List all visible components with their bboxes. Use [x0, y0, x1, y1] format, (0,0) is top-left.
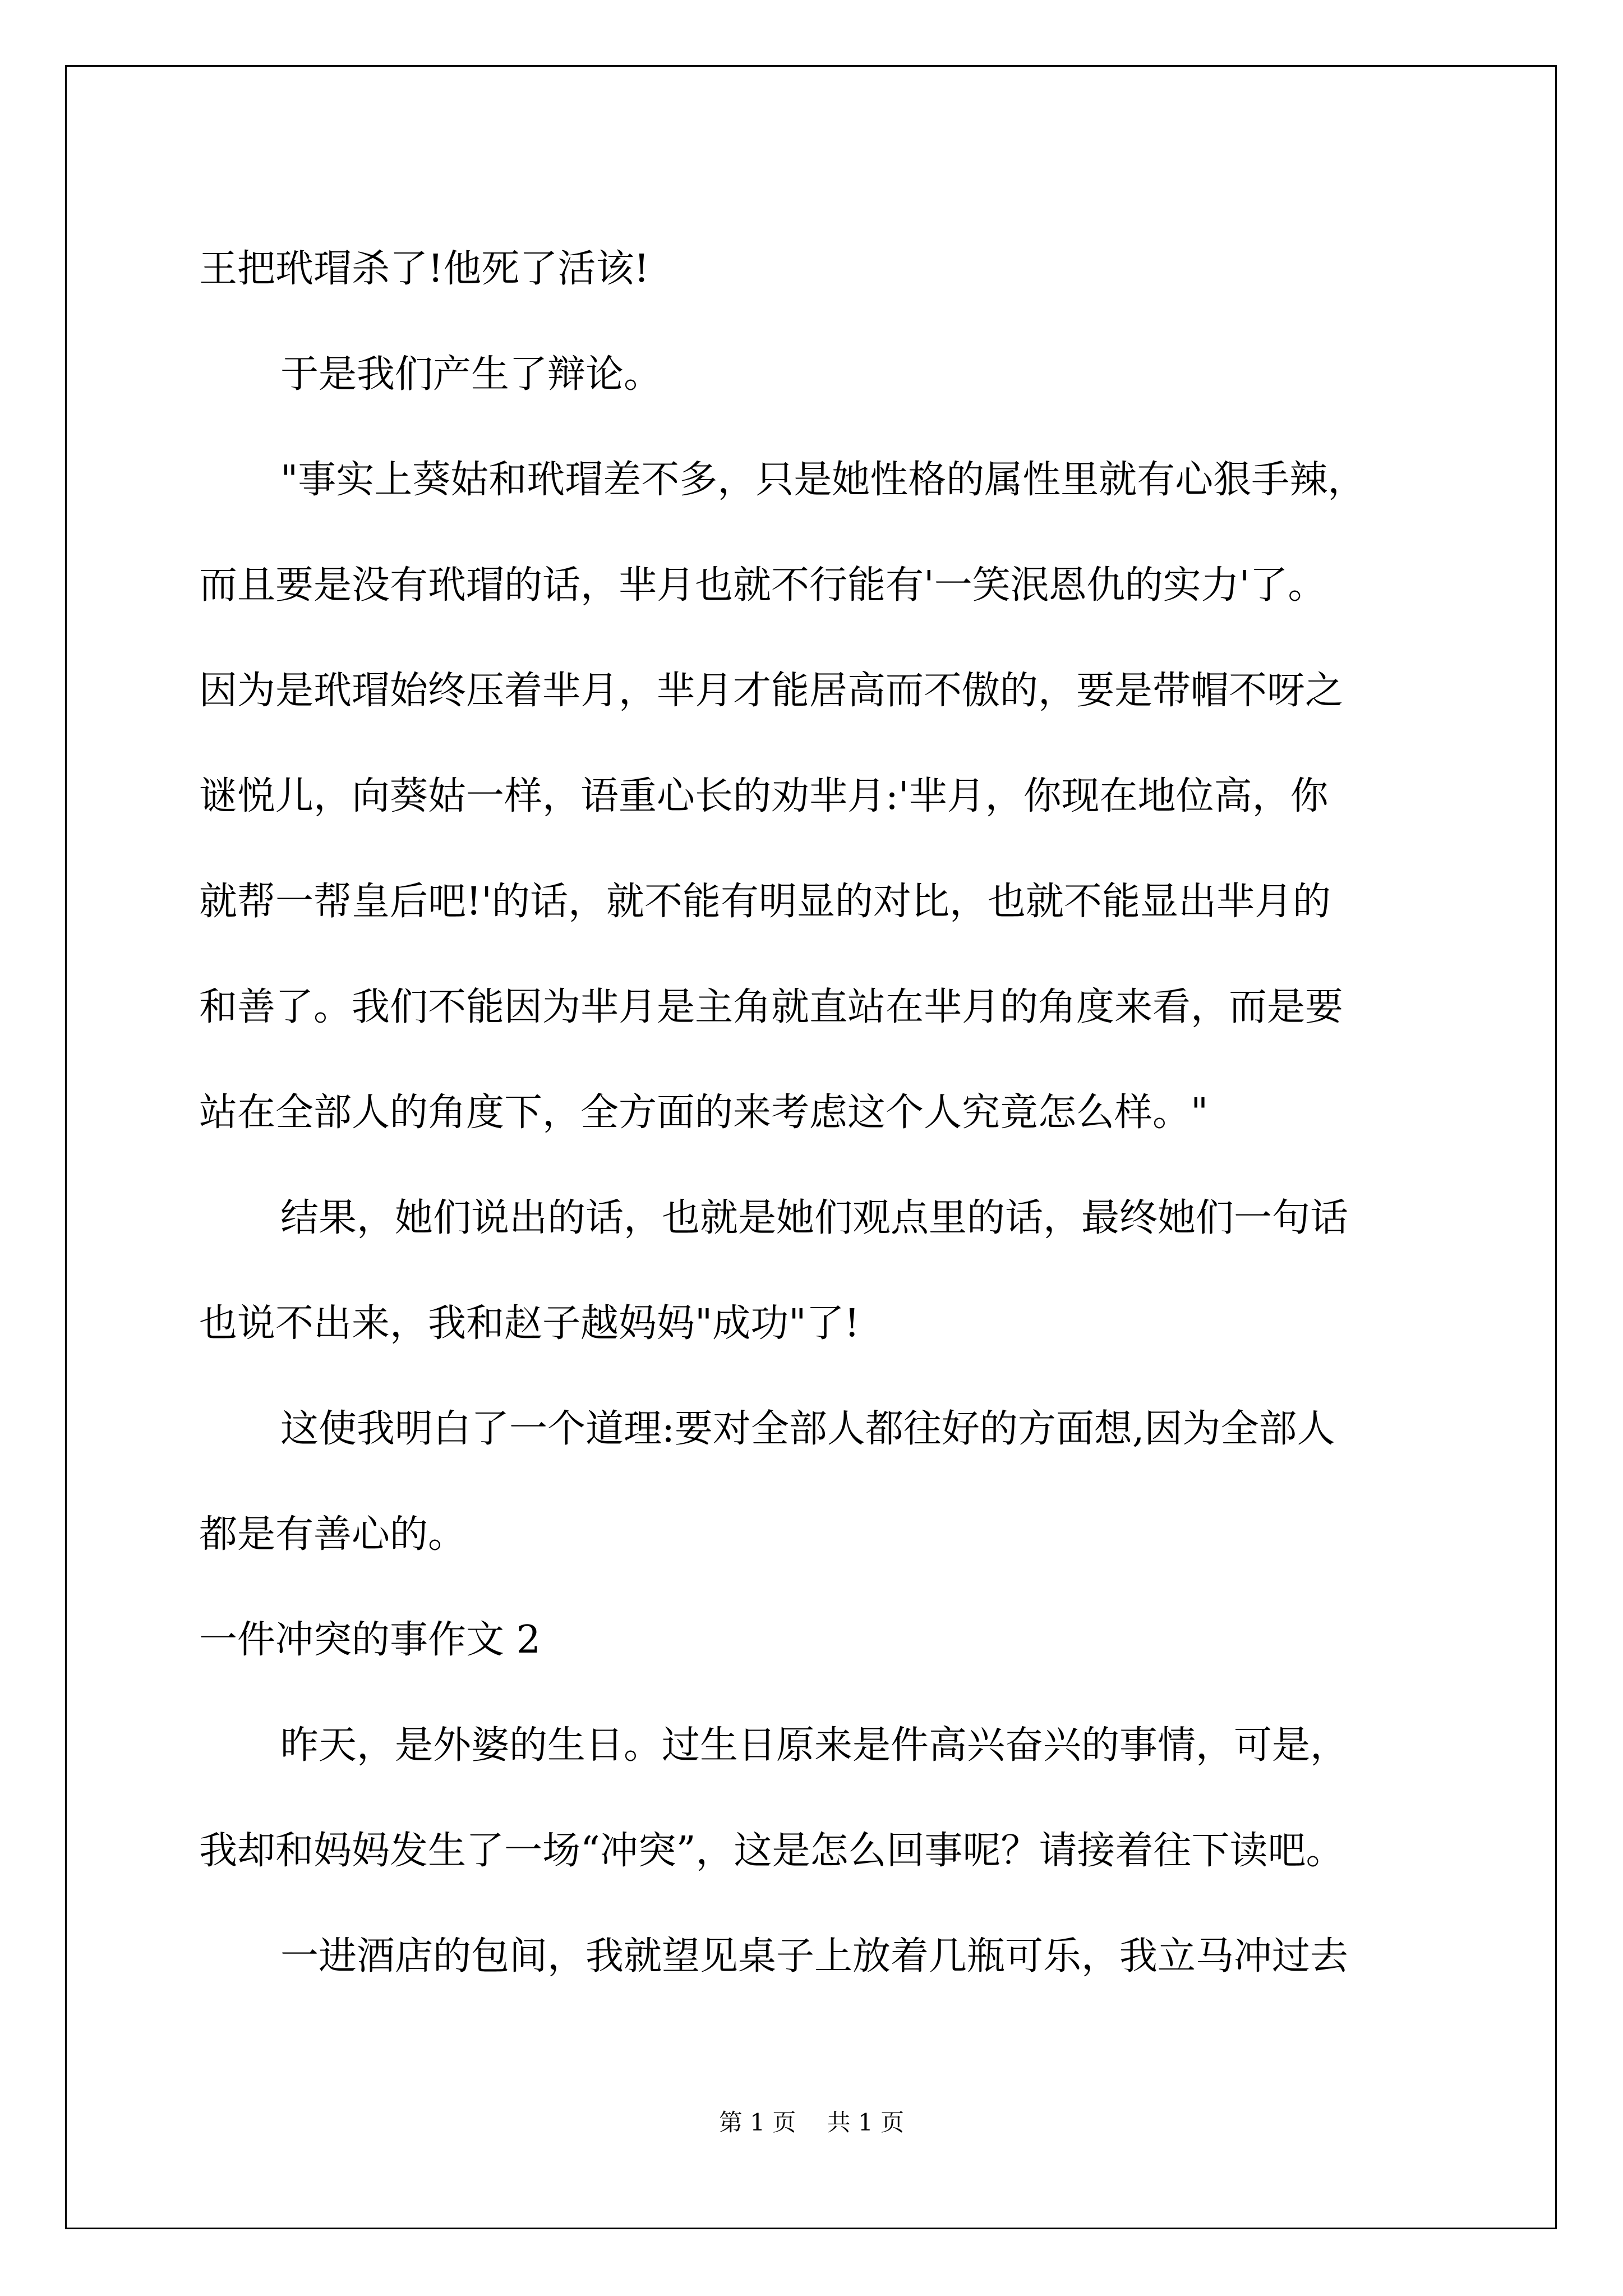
text-line: 就帮一帮皇后吧!'的话，就不能有明显的对比，也就不能显出芈月的 [199, 880, 1331, 924]
text-line: 因为是玳瑁始终压着芈月，芈月才能居高而不傲的，要是带帽不呀之 [199, 669, 1344, 713]
text-line: 也说不出来，我和赵子越妈妈"成功"了! [199, 1301, 860, 1346]
paragraph-line: 一进酒店的包间，我就望见桌子上放着几瓶可乐，我立马冲过去 [280, 1934, 1349, 1978]
page-number-label: 第 1 页 共 1 页 [718, 2109, 905, 2136]
text-line: 都是有善心的。 [199, 1512, 467, 1557]
paragraph-line: 这使我明白了一个道理:要对全部人都往好的方面想,因为全部人 [280, 1407, 1335, 1451]
text-line: 王把玳瑁杀了!他死了活该! [199, 247, 649, 291]
paragraph-line: 于是我们产生了辩论。 [280, 352, 662, 397]
text-line: 我却和妈妈发生了一场“冲突”，这是怎么回事呢？请接着往下读吧。 [199, 1829, 1344, 1873]
text-line: 而且要是没有玳瑁的话，芈月也就不行能有'一笑泯恩仇的实力'了。 [199, 563, 1326, 608]
text-line: 站在全部人的角度下，全方面的来考虑这个人究竟怎么样。" [199, 1091, 1209, 1135]
text-line: 谜悦儿，向葵姑一样，语重心长的劝芈月:'芈月，你现在地位高，你 [199, 774, 1329, 818]
paragraph-line: "事实上葵姑和玳瑁差不多，只是她性格的属性里就有心狠手辣， [280, 458, 1366, 502]
paragraph-line: 昨天，是外婆的生日。过生日原来是件高兴奋兴的事情，可是， [280, 1723, 1349, 1768]
page-footer [0, 2107, 1623, 2138]
section-title: 一件冲突的事作文 2 [199, 1618, 541, 1662]
text-line: 和善了。我们不能因为芈月是主角就直站在芈月的角度来看，而是要 [199, 985, 1344, 1029]
paragraph-line: 结果，她们说出的话，也就是她们观点里的话，最终她们一句话 [280, 1196, 1349, 1240]
document-body [199, 217, 1422, 2009]
